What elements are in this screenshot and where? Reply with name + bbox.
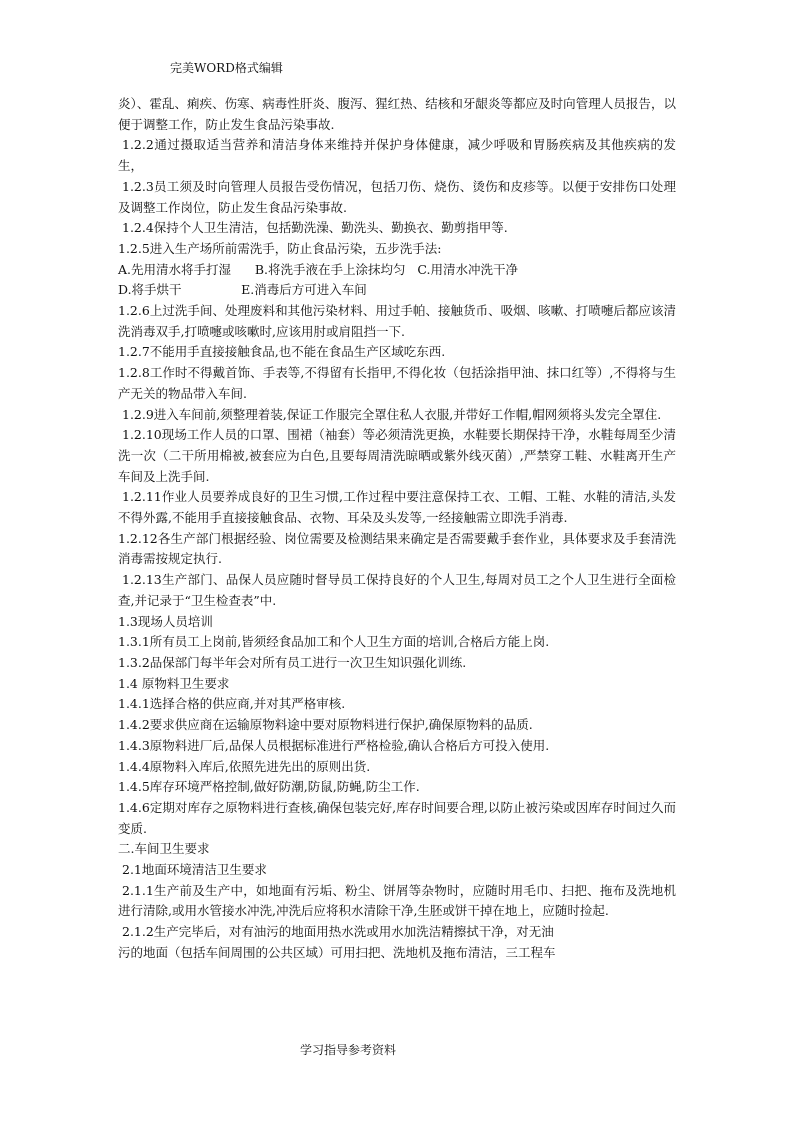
paragraph: 1.2.10现场工作人员的口罩、围裙（袖套）等必须清洗更换，水鞋要长期保持干净，水鞋每周至少清洗一次（二干所用棉被,被套应为白色,且要每周清洗晾晒或紫外线灭菌）,严禁穿工鞋、水鞋离开生产车间及上洗手间. [118,427,676,484]
paragraph: 1.2.5进入生产场所前需洗手，防止食品污染，五步洗手法: [118,240,442,256]
paragraph: 1.4.3原物料进厂后,品保人员根据标准进行严格检验,确认合格后方可投入使用. [118,737,550,753]
paragraph: 1.4.5库存环境严格控制,做好防潮,防鼠,防蝇,防尘工作. [118,779,420,795]
paragraph: 1.2.9进入车间前,须整理着装,保证工作服完全罩住私人衣服,并带好工作帽,帽网须将头发完全罩住. [122,406,662,422]
paragraph: 1.2.12各生产部门根据经验、岗位需要及检测结果来确定是否需要戴手套作业，具体要求及手套清洗消毒需按规定执行. [118,530,676,567]
paragraph: 1.4.2要求供应商在运输原物料途中要对原物料进行保护,确保原物料的品质. [118,717,533,733]
document-body [118,94,676,964]
paragraph: 二.车间卫生要求 [118,841,210,857]
paragraph: 1.4.4原物料入库后,依照先进先出的原则出货. [118,758,371,774]
paragraph: A.先用清水将手打湿 B.将洗手液在手上涂抹均匀 C.用清水冲洗干净 [118,261,519,277]
paragraph: 1.2.3员工须及时向管理人员报告受伤情况，包括刀伤、烧伤、烫伤和皮疹等。以便于安排伤口处理及调整工作岗位，防止发生食品污染事故. [118,178,676,215]
paragraph: 污的地面（包括车间周围的公共区域）可用扫把、洗地机及拖布清洁，三工程车 [118,944,556,960]
paragraph: 1.2.2通过摄取适当营养和清洁身体来维持并保护身体健康，减少呼吸和胃肠疾病及其他疾病的发生， [118,137,676,174]
paragraph: 1.2.6上过洗手间、处理废料和其他污染材料、用过手帕、接触货币、吸烟、咳嗽、打喷嚏后都应该清洗消毒双手,打喷嚏或咳嗽时,应该用肘或肩阻挡一下. [118,303,676,339]
paragraph: 2.1.2生产完毕后，对有油污的地面用热水洗或用水加洗洁精擦拭干净，对无油 [122,924,554,940]
page-header: 完美WORD格式编辑 [170,61,283,75]
paragraph: 2.1.1生产前及生产中，如地面有污垢、粉尘、饼屑等杂物时，应随时用毛巾、扫把、拖布及洗地机进行清除,或用水管接水冲洗,冲洗后应将积水清除干净,生胚或饼干掉在地上，应随时捡起. [118,882,676,919]
paragraph: 1.2.4保持个人卫生清洁，包括勤洗澡、勤洗头、勤换衣、勤剪指甲等. [122,220,508,236]
paragraph: 1.2.13生产部门、品保人员应随时督导员工保持良好的个人卫生,每周对员工之个人卫生进行全面检查,并记录于“卫生检查表”中. [118,572,676,608]
paragraph: 2.1地面环境清洁卫生要求 [122,862,267,878]
paragraph: 1.3.1所有员工上岗前,皆须经食品加工和个人卫生方面的培训,合格后方能上岗. [118,634,550,650]
paragraph: 1.2.7不能用手直接接触食品,也不能在食品生产区域吃东西. [118,344,446,360]
paragraph: 1.2.8工作时不得戴首饰、手表等,不得留有长指甲,不得化妆（包括涂指甲油、抹口红等）,不得将与生产无关的物品带入车间. [118,365,676,401]
paragraph: 1.3现场人员培训 [118,613,213,629]
page-footer: 学习指导参考资料 [300,1043,397,1057]
paragraph: 1.2.11作业人员要养成良好的卫生习惯,工作过程中要注意保持工衣、工帽、工鞋、水鞋的清洁,头发不得外露,不能用手直接接触食品、衣物、耳朵及头发等,一经接触需立即洗手消毒. [118,489,676,526]
paragraph: 1.4.6定期对库存之原物料进行查核,确保包装完好,库存时间要合理,以防止被污染或因库存时间过久而变质. [118,799,676,836]
paragraph: 1.4 原物料卫生要求 [118,675,230,691]
paragraph: 1.3.2品保部门每半年会对所有员工进行一次卫生知识强化训练. [118,654,467,670]
paragraph: D.将手烘干 E.消毒后方可进入车间 [118,282,367,298]
paragraph: 1.4.1选择合格的供应商,并对其严格审核. [118,696,346,712]
paragraph: 炎）、霍乱、痢疾、伤寒、病毒性肝炎、腹泻、猩红热、结核和牙龈炎等都应及时向管理人员报告，以便于调整工作，防止发生食品污染事故. [118,96,676,132]
